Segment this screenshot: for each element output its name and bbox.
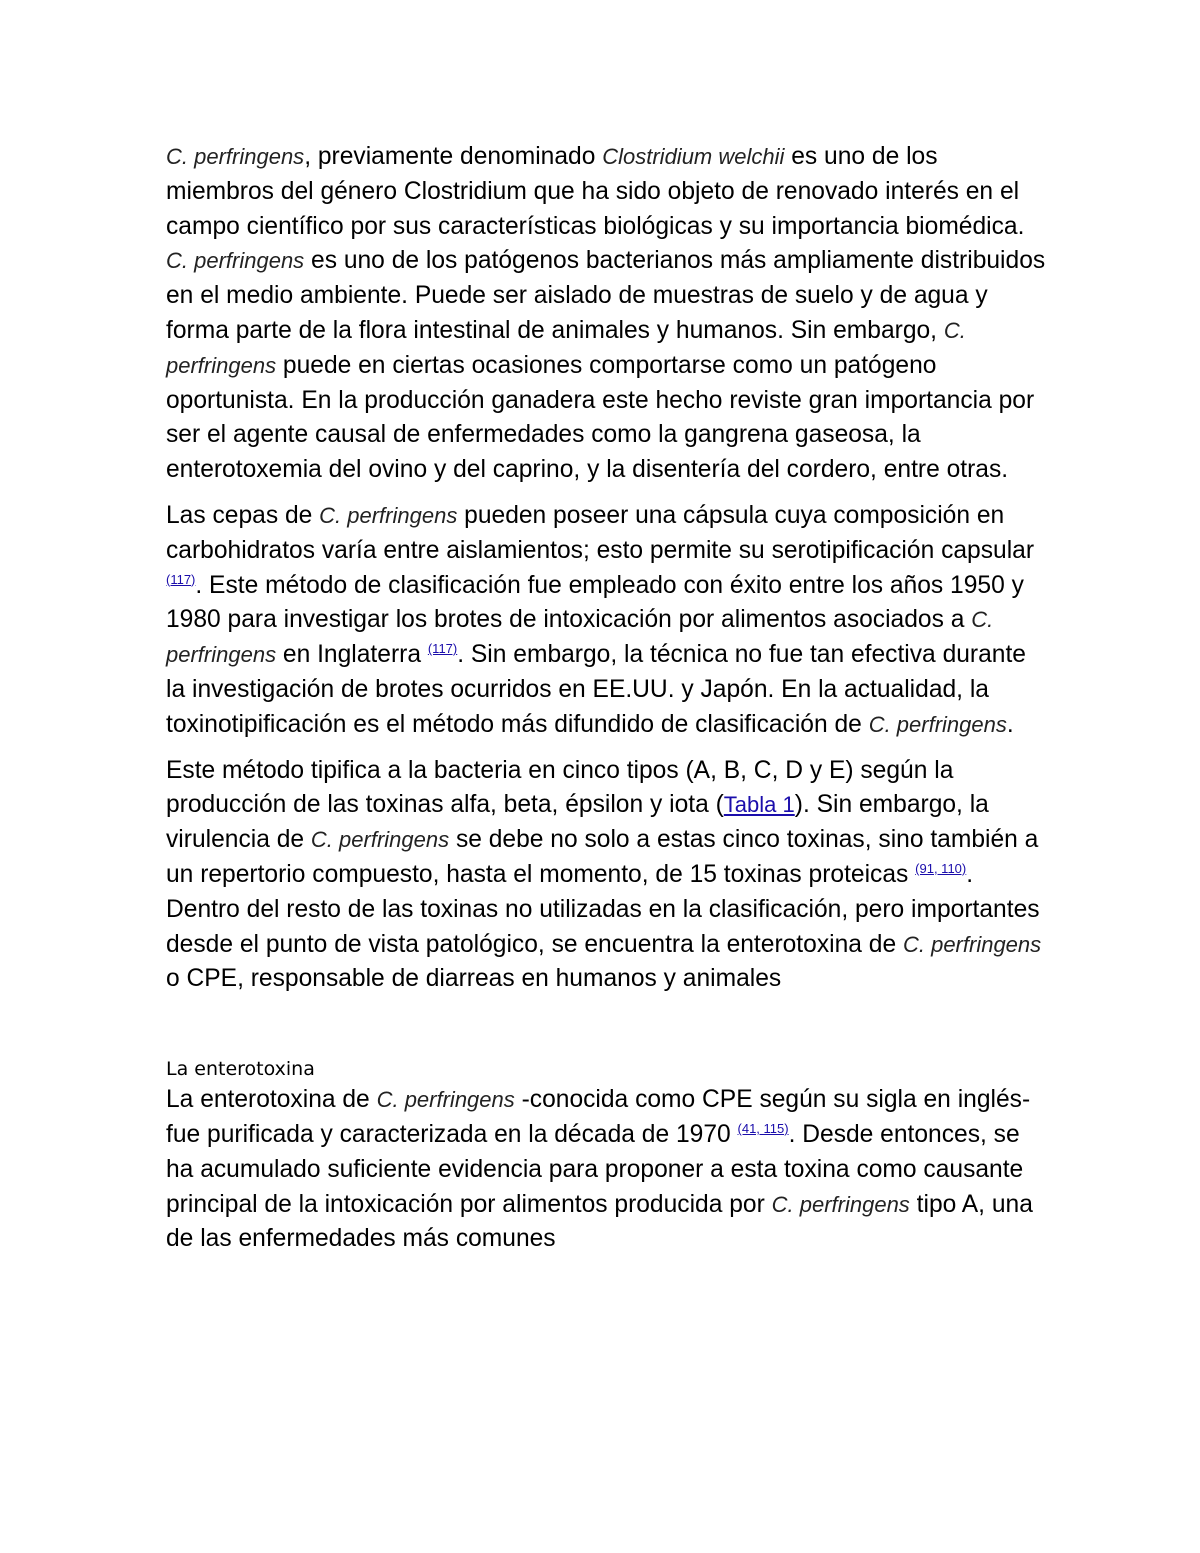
reference-link[interactable]: (117) — [166, 571, 196, 587]
text-run: es uno de los miembros del género Clostridium que ha sido objeto de renovado interés en el campo científico por sus características biológicas y su importancia biomédica. — [166, 143, 1025, 240]
text-run: Este método tipifica a la bacteria en cinco tipos (A, B, C, D y E) según la producción de las toxinas alfa, beta, épsilon y iota ( — [166, 756, 954, 819]
section-heading: La enterotoxina — [166, 1058, 315, 1081]
text-run: ). Sin embargo, la virulencia de — [166, 791, 989, 854]
text-run: en Inglaterra — [276, 641, 428, 669]
species-name: C. perfringens — [319, 502, 458, 528]
species-name: C. perfringens — [310, 827, 450, 853]
species-name: C. perfringens — [166, 144, 305, 169]
text-run: o CPE, responsable de diarreas en humanos y animales — [166, 965, 782, 993]
text-run: Las cepas de — [166, 501, 320, 529]
species-name: Clostridium welchii — [602, 144, 785, 169]
species-name: C. perfringens — [166, 317, 966, 378]
reference-link[interactable]: (41, 115) — [737, 1120, 789, 1136]
species-name: C. perfringens — [376, 1087, 515, 1113]
text-run: se debe no solo a estas cinco toxinas, sino también a un repertorio compuesto, hasta el momento, de 15 toxinas proteicas — [166, 826, 1039, 888]
species-name: C. perfringens — [166, 248, 305, 274]
paragraph-capsule — [166, 499, 1046, 743]
species-name: C. perfringens — [771, 1191, 910, 1217]
text-run: . Sin embargo, la técnica no fue tan efectiva durante la investigación de brotes ocurridos en EE.UU. y Japón. En la actualidad, la toxinotipificación es el método más difundido de clasificación de — [166, 641, 1026, 738]
species-name: C. perfringens — [166, 607, 994, 668]
text-run: , previamente denominado — [304, 143, 603, 170]
text-run: . Dentro del resto de las toxinas no utilizadas en la clasificación, pero importantes desde el punto de vista patológico, se encuentra la enterotoxina de — [166, 860, 1040, 958]
paragraph-intro — [166, 140, 1046, 488]
text-run: La enterotoxina de — [166, 1086, 377, 1114]
species-name: C. perfringens — [868, 711, 1007, 737]
document-page — [166, 140, 1046, 1268]
paragraph-enterotoxin — [166, 1083, 1046, 1257]
paragraph-typing — [166, 754, 1046, 998]
text-run: puede en ciertas ocasiones comportarse como un patógeno oportunista. En la producción ganadera este hecho reviste gran importancia por ser el agente causal de enfermedades como la gangrena gaseosa, la enterotoxemia del ovino y del caprino, y la disentería del cordero, entre otras. — [166, 351, 1035, 484]
text-run: pueden poseer una cápsula cuya composición en carbohidratos varía entre aislamientos; esto permite su serotipificación capsular — [166, 501, 1035, 564]
text-run: es uno de los patógenos bacterianos más ampliamente distribuidos en el medio ambiente. Puede ser aislado de muestras de suelo y de agua y forma parte de la flora intestinal de animales y humanos. Sin embargo, — [166, 247, 1046, 344]
text-run: . Desde entonces, se ha acumulado suficiente evidencia para proponer a esta toxina como causante principal de la intoxicación por alimentos producida por — [166, 1120, 1024, 1218]
text-run: tipo A, una de las enfermedades más comunes — [166, 1190, 1033, 1253]
table-link[interactable]: Tabla 1 — [723, 792, 795, 818]
species-name: C. perfringens — [902, 931, 1042, 957]
text-run: . — [1006, 710, 1014, 738]
text-run: . Este método de clasificación fue empleado con éxito entre los años 1950 y 1980 para investigar los brotes de intoxicación por alimentos asociados a — [166, 571, 1024, 634]
reference-link[interactable]: (117) — [427, 641, 458, 657]
reference-link[interactable]: (91, 110) — [915, 860, 967, 876]
text-run: -conocida como CPE según su sigla en inglés- fue purificada y caracterizada en la década de 1970 — [166, 1086, 1031, 1148]
